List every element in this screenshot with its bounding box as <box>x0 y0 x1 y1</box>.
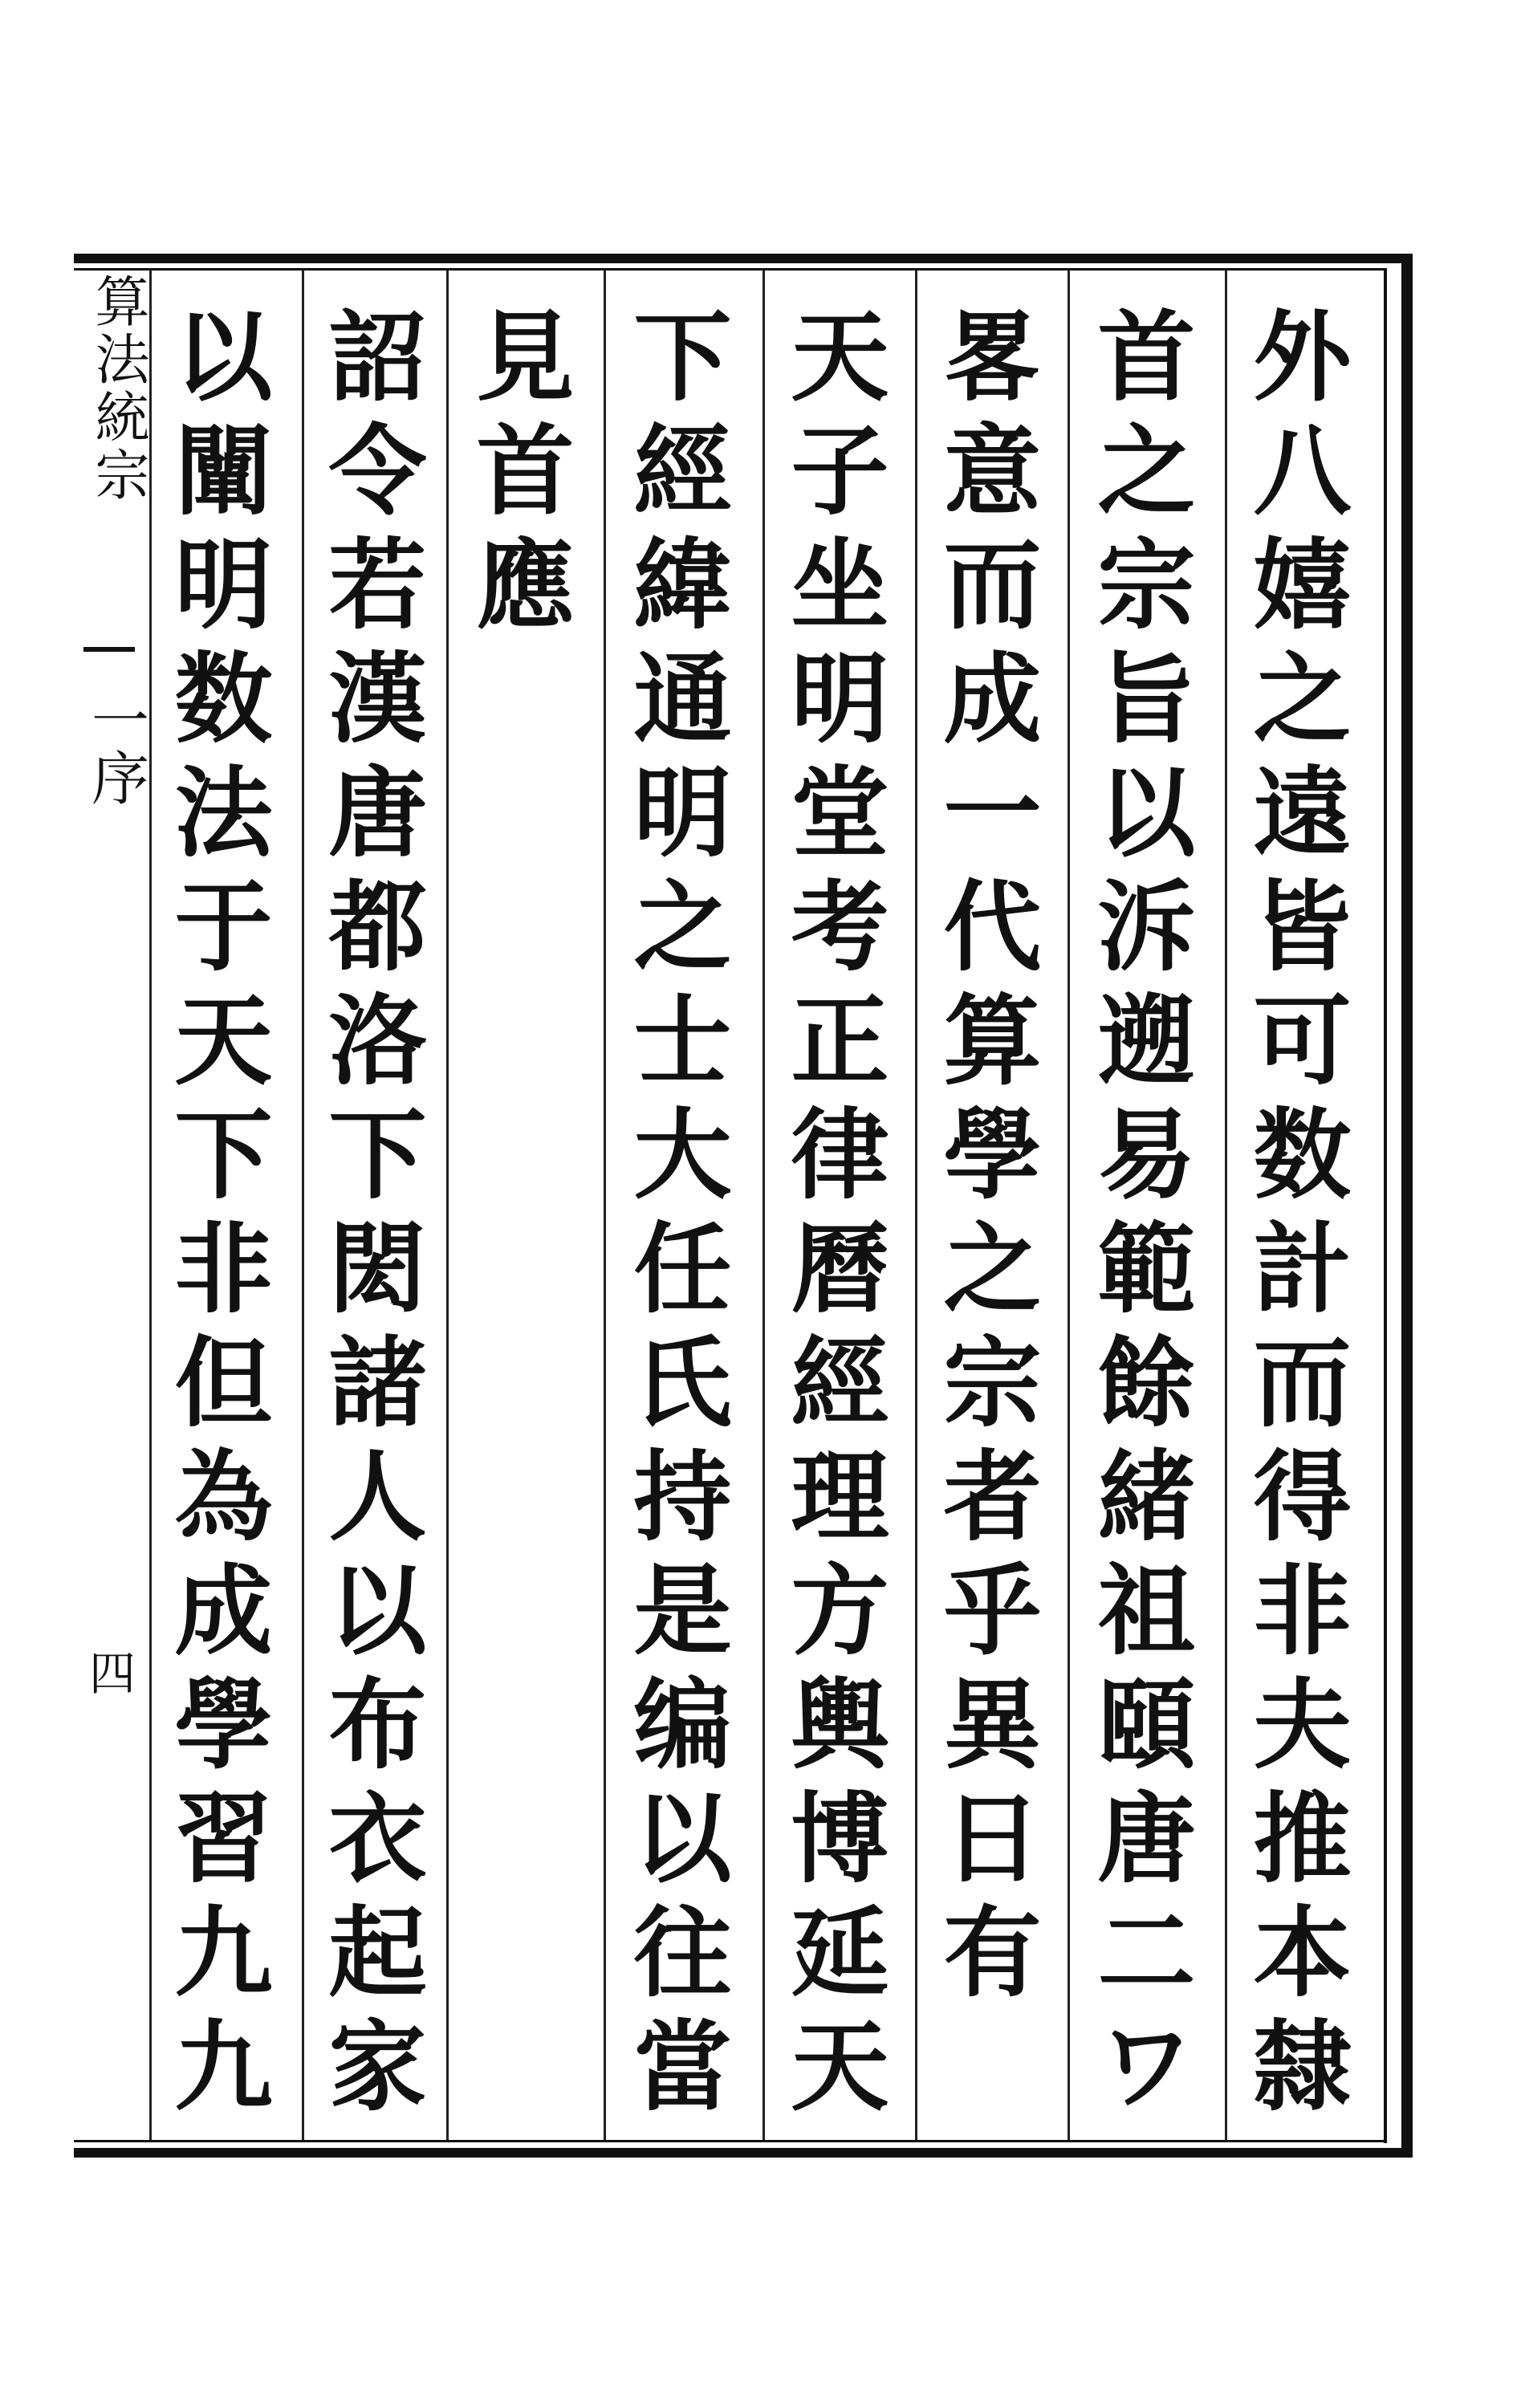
column-rule <box>762 270 765 2140</box>
frame-top-border <box>74 254 1411 263</box>
margin-section-label <box>80 690 149 806</box>
text-column-7: 詔令若漢唐都洛下閎諸人以布衣起家 <box>312 305 428 2129</box>
page-number: 四 <box>88 1646 136 1701</box>
frame-bottom-border <box>74 2148 1411 2158</box>
frame-inner-bottom-border <box>74 2140 1387 2142</box>
column-rule <box>1225 270 1227 2140</box>
text-column-4: 天子坐明堂考正律曆經理方輿博延天 <box>775 305 890 2129</box>
frame-inner-top-border <box>74 268 1387 270</box>
column-rule <box>302 270 304 2140</box>
text-column-2: 首之宗旨以泝遡易範餘緒祖頤唐二ワ <box>1081 305 1197 2129</box>
margin-separator-mark <box>83 647 135 652</box>
frame-right-border <box>1401 254 1413 2158</box>
column-rule <box>149 270 152 2140</box>
margin-book-title <box>80 273 149 504</box>
column-rule <box>604 270 606 2140</box>
text-column-6: 見首應 <box>460 305 575 647</box>
book-title: 算法統宗 <box>86 273 149 504</box>
text-column-1: 外八嬉之遠皆可数計而得非夫推本隸 <box>1237 305 1352 2129</box>
text-column-3: 畧意而成一代算學之宗者乎異日有 <box>927 305 1043 2015</box>
frame-inner-right-border <box>1384 268 1387 2143</box>
text-column-5: 下經緯通明之士大任氏持是编以往當 <box>617 305 733 2129</box>
column-rule <box>1068 270 1070 2140</box>
separator: 一 <box>82 690 149 748</box>
section-name: 序 <box>82 748 149 806</box>
text-column-8: 以闡明数法于天下非但為成學習九九 <box>158 305 274 2129</box>
column-rule <box>446 270 449 2140</box>
column-rule <box>915 270 917 2140</box>
